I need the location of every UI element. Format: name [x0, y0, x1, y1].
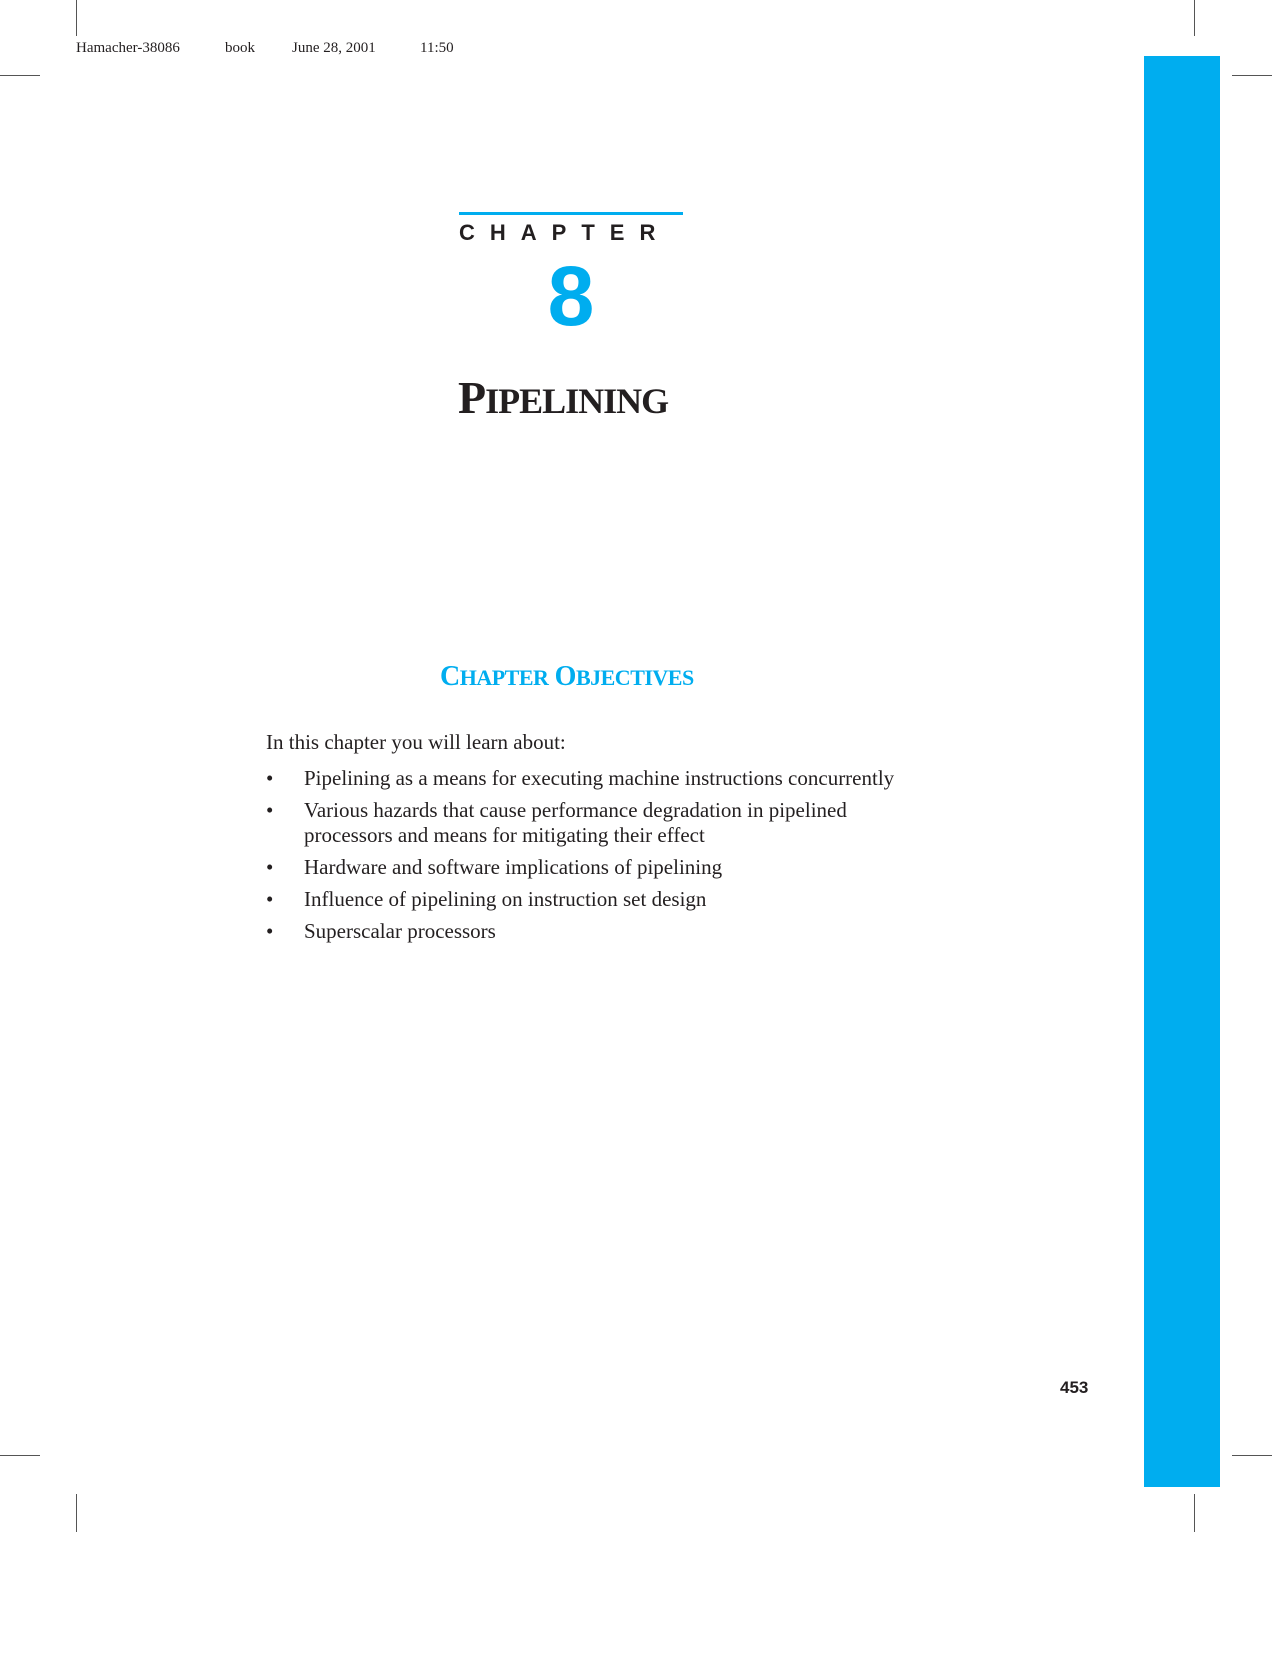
header-time: 11:50 [420, 40, 454, 56]
objective-item [266, 766, 906, 791]
bullet-icon: • [266, 887, 274, 911]
crop-mark-bottom-left-vertical [76, 1494, 77, 1532]
objectives-list [266, 766, 906, 951]
objective-item [266, 798, 906, 848]
crop-mark-bottom-right-vertical [1194, 1494, 1195, 1532]
objective-text: Hardware and software implications of pipelining [304, 855, 723, 879]
crop-mark-bottom-left-horizontal [0, 1455, 40, 1456]
header-date: June 28, 2001 [292, 40, 376, 56]
crop-mark-top-right-horizontal [1232, 75, 1272, 76]
bullet-icon: • [266, 766, 274, 790]
crop-mark-bottom-right-horizontal [1232, 1455, 1272, 1456]
objective-text: Various hazards that cause performance degradation in pipelined processors and means for mitigating their effect [304, 798, 847, 847]
chapter-title: PIPELINING [458, 372, 669, 423]
objectives-intro: In this chapter you will learn about: [266, 730, 566, 754]
objective-item [266, 919, 906, 944]
crop-mark-top-left-horizontal [0, 75, 40, 76]
chapter-title-block [458, 372, 688, 435]
objective-item [266, 887, 906, 912]
chapter-rule [459, 212, 683, 215]
header-book-label: book [225, 40, 255, 56]
objective-text: Pipelining as a means for executing machine instructions concurrently [304, 766, 895, 790]
chapter-label: CHAPTER [459, 220, 671, 245]
bullet-icon: • [266, 919, 274, 943]
objective-item [266, 855, 906, 880]
header-book-id: Hamacher-38086 [76, 40, 180, 56]
chapter-side-bar [1144, 56, 1220, 1487]
crop-mark-top-right-vertical [1194, 0, 1195, 36]
objective-text: Influence of pipelining on instruction set design [304, 887, 707, 911]
bullet-icon: • [266, 855, 274, 879]
objective-text: Superscalar processors [304, 919, 496, 943]
chapter-number: 8 [547, 249, 595, 343]
bullet-icon: • [266, 798, 274, 822]
page-number: 453 [1060, 1378, 1089, 1397]
crop-mark-top-left-vertical [76, 0, 77, 36]
objectives-heading: CHAPTER OBJECTIVES [440, 661, 694, 692]
